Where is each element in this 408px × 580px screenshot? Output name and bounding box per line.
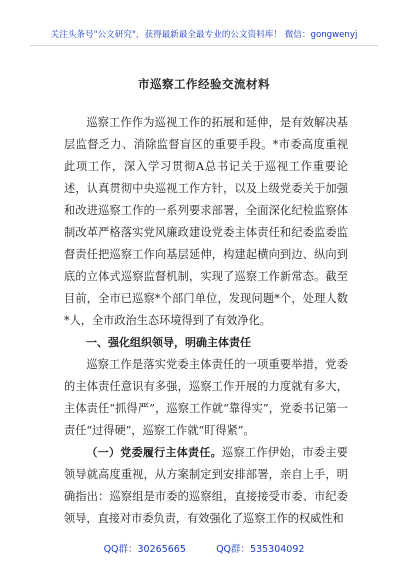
document-title: 市巡察工作经验交流材料 [138, 77, 270, 91]
header-divider [30, 45, 378, 46]
qq-group-2: QQ群：535304092 [216, 544, 305, 555]
section-paragraph: 巡察工作是落实党委主体责任的一项重要举措，党委的主体责任意识有多强，巡察工作开展的力度就有多大，主体责任“抓得严”，巡察工作就“靠得实”，党委书记第一责任“过得硬”，巡察工作就“盯得紧”。 [64, 358, 348, 437]
intro-paragraph: 巡察工作作为巡视工作的拓展和延伸，是有效解决基层监督乏力、消除监督盲区的重要手段。*市委高度重视此项工作，深入学习贯彻A总书记关于巡视工作重要论述，认真贯彻中央巡视工作方针，以及上级党委关于加强和改进巡察工作的一系列要求部署，全面深化纪检监察体制改革严格落实党风廉政建设党委主体责任和纪委监委监督责任把巡察工作向基层延伸，构建起横向到边、纵向到底的立体式巡察监督机制，实现了巡察工作新常态。截至目前，全市已巡察*个部门单位，发现问题*个，处理人数*人，全市政治生态环境得到了有效净化。 [64, 116, 348, 327]
subsection-paragraph [64, 442, 348, 530]
qq-group-1: QQ群：30265665 [103, 544, 186, 555]
subsection-text: 巡察工作伊始，市委主要领导就高度重视，从方案制定到安排部署，亲自上手，明确指出：巡察组是市委的巡察组，直接接受市委、市纪委领导，直接对市委负责，有效强化了巡察工作的权威性和 [64, 446, 348, 525]
header-banner: 关注头条号"公文研究"，获得最新最全最专业的公文资料库！ 微信：gongwenyj [50, 30, 358, 40]
subsection-heading: （一）党委履行主体责任。 [86, 446, 222, 459]
section-heading: 一、强化组织领导，明确主体责任 [86, 336, 251, 349]
footer-contact [0, 541, 408, 555]
document-body [64, 112, 348, 530]
